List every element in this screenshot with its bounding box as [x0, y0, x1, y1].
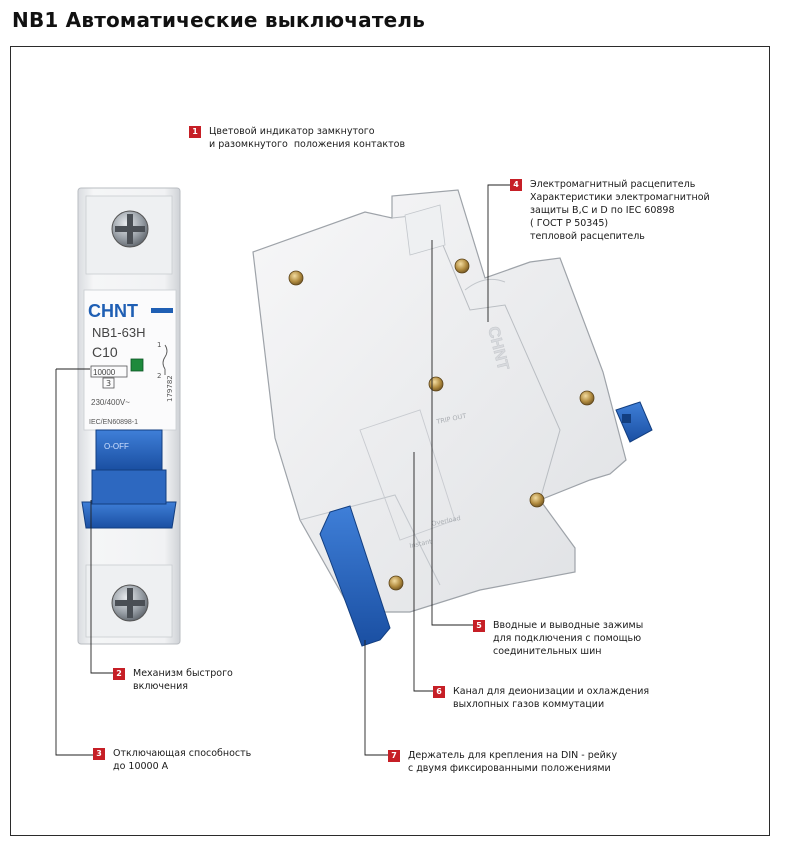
- front-breaker: [78, 188, 180, 644]
- callout-text: Вводные и выводные зажимы для подключения с помощью соединительных шин: [493, 620, 644, 657]
- callout-number-badge: 7: [388, 750, 400, 762]
- leader-line-7: [365, 640, 388, 755]
- rivet-icon: [530, 493, 544, 507]
- standard-label: IEC/EN60898-1: [89, 419, 139, 426]
- class-label: 3: [106, 379, 112, 388]
- page-title: NB1 Автоматические выключатель: [12, 8, 426, 32]
- model-label: NB1-63H: [92, 325, 146, 340]
- trip-out-label: TRIP OUT: [435, 411, 467, 426]
- contact-indicator: [131, 359, 143, 371]
- capacity-label: 10000: [93, 368, 116, 377]
- terminal-2-label: 2: [157, 372, 162, 380]
- serial-label: 179782: [166, 375, 174, 402]
- rivet-icon: [389, 576, 403, 590]
- callout-2: [113, 667, 233, 693]
- instant-label: Instant: [408, 537, 433, 550]
- top-terminal-screw-icon: [112, 211, 148, 247]
- off-label: O-OFF: [104, 442, 129, 451]
- callout-number-badge: 4: [510, 179, 522, 191]
- side-breaker: [253, 190, 652, 646]
- callout-1: [189, 125, 405, 151]
- callout-7: [388, 749, 617, 775]
- callout-number-badge: 5: [473, 620, 485, 632]
- callout-text: Отключающая способность до 10000 А: [113, 748, 252, 772]
- side-blue-lever: [616, 402, 652, 442]
- toggle-lever: [82, 430, 176, 528]
- callout-4: [510, 178, 710, 243]
- callout-number-badge: 6: [433, 686, 445, 698]
- bottom-terminal-screw-icon: [112, 585, 148, 621]
- chint-logo-text: CHNT: [88, 301, 138, 321]
- callout-5: [473, 619, 643, 658]
- callout-text: Электромагнитный расцепитель Характеристики электромагнитной защиты B,C и D по IEC 60898 ( ГОСТ Р 50345) тепловой расцепитель: [530, 179, 710, 242]
- callout-6: [433, 685, 649, 711]
- callout-text: Канал для деионизации и охлаждения выхлопных газов коммутации: [453, 686, 650, 710]
- rivet-icon: [455, 259, 469, 273]
- callout-number-badge: 1: [189, 126, 201, 138]
- rivet-icon: [289, 271, 303, 285]
- callout-text: Цветовой индикатор замкнутого и разомкнутого положения контактов: [209, 126, 406, 150]
- callout-3: [93, 747, 251, 773]
- callout-number-badge: 2: [113, 668, 125, 680]
- terminal-1-label: 1: [157, 341, 162, 349]
- overload-label: Overload: [430, 513, 462, 528]
- callout-text: Механизм быстрого включения: [133, 668, 233, 692]
- callout-number-badge: 3: [93, 748, 105, 760]
- side-logo-emboss: CHNT: [484, 324, 512, 373]
- rating-label: C10: [92, 344, 118, 360]
- rivet-icon: [580, 391, 594, 405]
- rivet-icon: [429, 377, 443, 391]
- voltage-label: 230/400V~: [91, 398, 130, 407]
- callout-text: Держатель для крепления на DIN - рейку с двумя фиксированными положениями: [408, 750, 618, 774]
